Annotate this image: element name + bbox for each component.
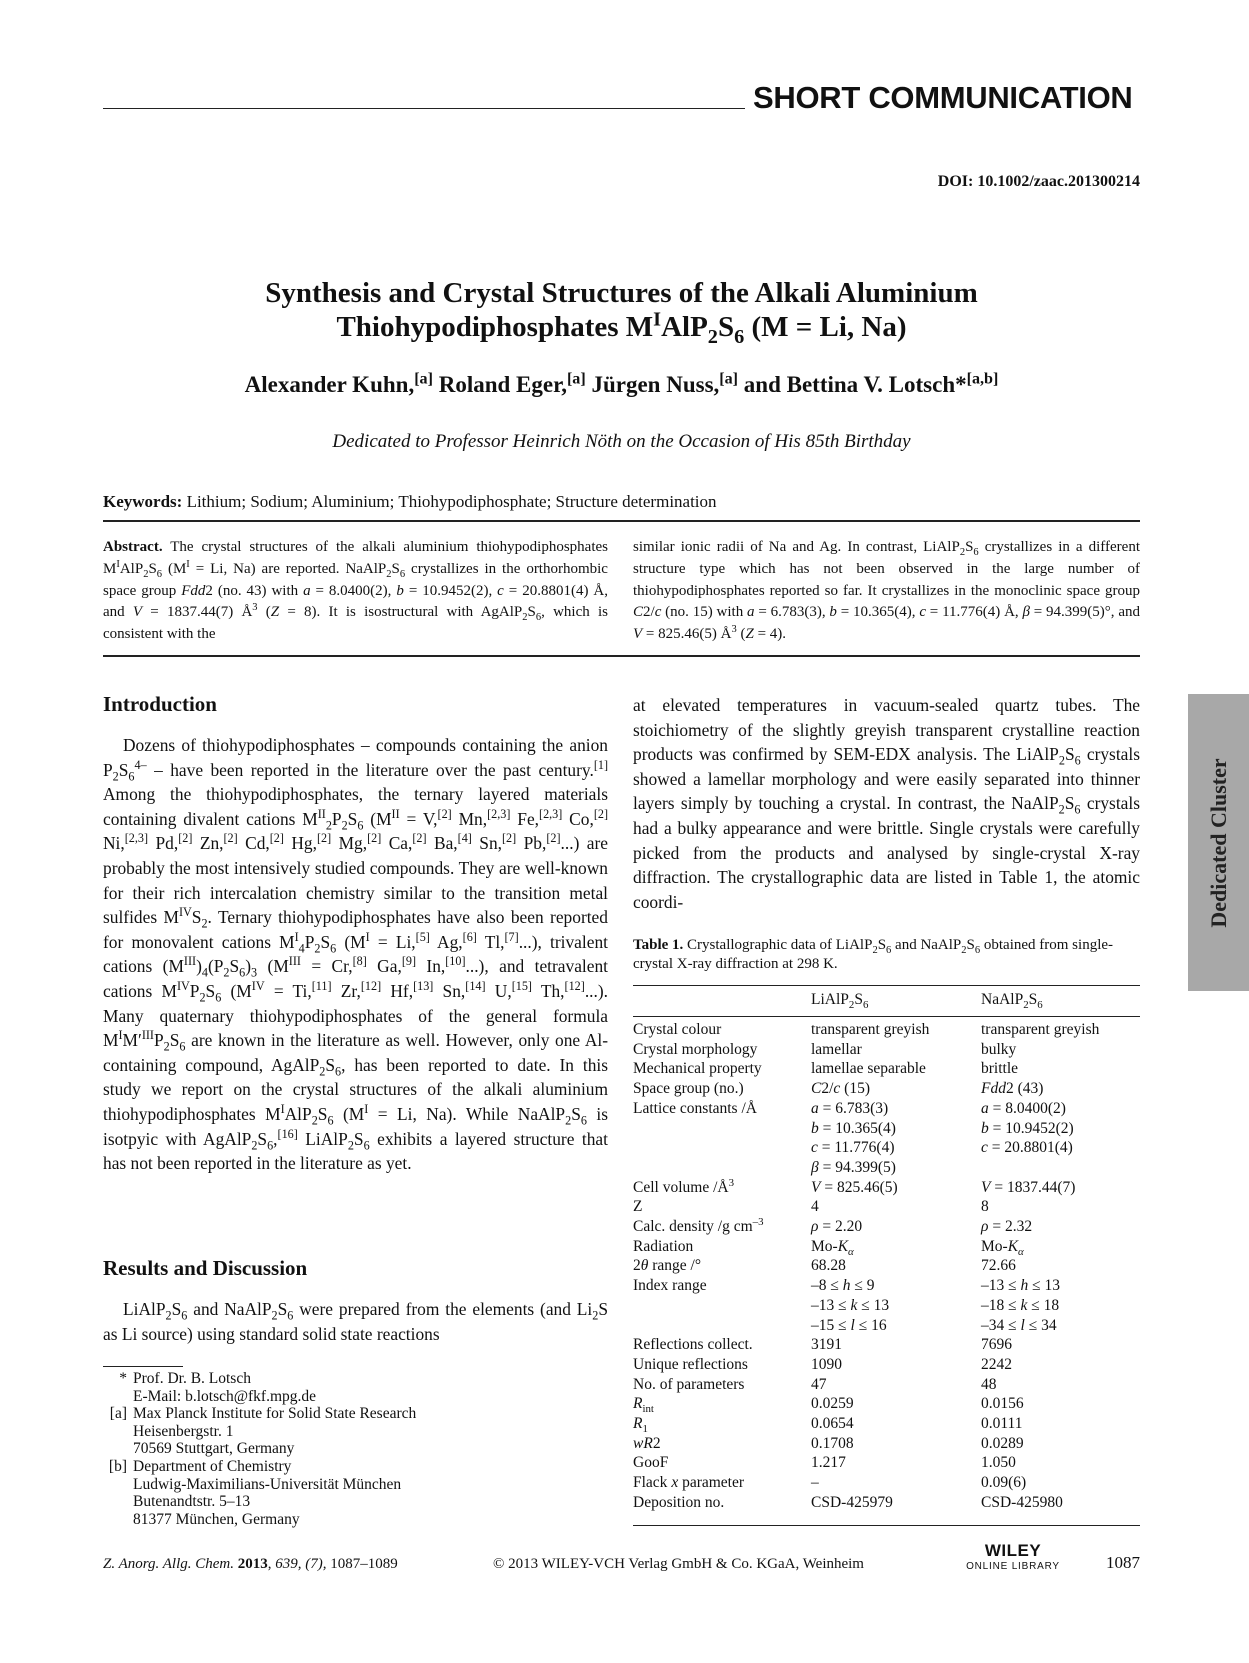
table-cell: CSD-425980 <box>981 1493 1063 1511</box>
footnote <box>103 1405 573 1458</box>
table-row <box>633 1316 1140 1336</box>
table-cell: c = 11.776(4) <box>811 1139 895 1157</box>
table-row <box>633 1178 1140 1198</box>
table-row <box>633 1217 1140 1237</box>
table-cell: 1090 <box>811 1355 842 1373</box>
table-row-label: GooF <box>633 1454 669 1472</box>
table-row <box>633 1276 1140 1296</box>
table-cell: $Mo-K_\alpha$ <box>981 1237 1024 1258</box>
table-cell: β = 94.399(5) <box>811 1158 896 1176</box>
table-row <box>633 1434 1140 1454</box>
table-row-label: $R_1$ <box>633 1415 648 1436</box>
title-line-1: Synthesis and Crystal Structures of the Alkali Aluminium <box>265 277 978 309</box>
table-row-label: Crystal colour <box>633 1021 722 1038</box>
table-row <box>633 1414 1140 1434</box>
table-cell: transparent greyish <box>981 1021 1100 1038</box>
table-cell: a = 8.0400(2) <box>981 1099 1066 1117</box>
footnote-text <box>133 1405 416 1458</box>
table-cell: 47 <box>811 1375 827 1393</box>
table-row <box>633 1256 1140 1276</box>
table-cell: 1.217 <box>811 1454 846 1472</box>
table-row-label: Flack x parameter <box>633 1474 745 1492</box>
table-cell: brittle <box>981 1060 1019 1078</box>
table-cell: b = 10.365(4) <box>811 1119 896 1137</box>
table-cell: bulky <box>981 1040 1017 1058</box>
table-row <box>633 1079 1140 1099</box>
table-cell: –15 ≤ l ≤ 16 <box>811 1316 887 1334</box>
table-row <box>633 1237 1140 1257</box>
table-row-label <box>633 1138 811 1158</box>
table-row-label: No. of parameters <box>633 1375 745 1393</box>
table-cell: c = 20.8801(4) <box>981 1139 1073 1157</box>
table-row-label: Cell volume $/Å^3$ <box>633 1176 734 1196</box>
abstract-right-column: similar ionic radii of Na and Ag. In contrast, $LiAlP_2S_6$ crystallizes in a different structure type which has not been observed in the large number of thiohypodiphosphates reported so far. It crystallizes in the monoclinic space group C2/c (no. 15) with a = 6.783(3), b = 10.365(4), c = 11.776(4) Å, β = 94.399(5)°, and V = 825.46(5) $Å^3$ (Z = 4). <box>633 539 1140 643</box>
table-row-label: Radiation <box>633 1237 694 1255</box>
dedicated-cluster-label: Dedicated Cluster <box>1205 757 1231 928</box>
table-row <box>633 1040 1140 1060</box>
footnote-line: Department of Chemistry <box>133 1457 292 1475</box>
article-title <box>103 276 1140 348</box>
footnote-rule <box>103 1366 183 1367</box>
table-cell: – <box>811 1474 819 1492</box>
table-row <box>633 1473 1140 1493</box>
footnote-line: E-Mail: b.lotsch@fkf.mpg.de <box>133 1387 317 1405</box>
table-cell: 48 <box>981 1375 997 1393</box>
table-row-label <box>633 1119 811 1139</box>
footnote-mark: [a] <box>109 1405 127 1423</box>
table-cell: –13 ≤ h ≤ 13 <box>981 1277 1061 1295</box>
table-cell: –34 ≤ l ≤ 34 <box>981 1316 1057 1334</box>
table-cell: Fdd2 (43) <box>981 1080 1044 1098</box>
table-row-label: $R_{int}$ <box>633 1395 654 1416</box>
table-row <box>633 1355 1140 1375</box>
keywords-label: Keywords: <box>103 492 183 511</box>
dedicated-cluster-tab <box>1188 694 1249 991</box>
wiley-logo-text: WILEY <box>984 1541 1042 1560</box>
table-row <box>633 1119 1140 1139</box>
table-cell: 0.0289 <box>981 1434 1024 1452</box>
abstract-top-rule <box>103 520 1140 522</box>
table-cell: 4 <box>811 1198 819 1216</box>
keywords <box>103 492 717 512</box>
table-row <box>633 1296 1140 1316</box>
table-cell: 0.1708 <box>811 1434 854 1452</box>
results-continued-text <box>633 693 1140 914</box>
table-cell: 1.050 <box>981 1454 1016 1472</box>
table-row <box>633 1394 1140 1414</box>
table-row-label: wR2 <box>633 1434 661 1452</box>
results-paragraph: $LiAlP_2S_6$ and $NaAlP_2S_6$ were prepared from the elements (and $Li_2S$ as Li source) using standard solid state reactions <box>103 1299 608 1344</box>
footnote-line: Ludwig-Maximilians-Universität München <box>133 1475 402 1493</box>
table-row-label <box>633 1316 811 1336</box>
table-row-label: Reflections collect. <box>633 1336 753 1354</box>
footnote-line: 70569 Stuttgart, Germany <box>133 1440 295 1458</box>
table-cell: ρ = 2.32 <box>981 1218 1033 1236</box>
table-cell: –18 ≤ k ≤ 18 <box>981 1296 1060 1314</box>
wiley-logo-subtext: ONLINE LIBRARY <box>966 1561 1060 1572</box>
footnotes <box>103 1370 573 1528</box>
table-cell <box>981 1158 1140 1178</box>
section-label: SHORT COMMUNICATION <box>753 80 1133 115</box>
table-row-label: Index range <box>633 1277 707 1295</box>
authors: Alexander Kuhn,[a] Roland Eger,[a] Jürgen Nuss,[a] and Bettina V. Lotsch*[a,b] <box>244 370 999 397</box>
table-cell: C2/c (15) <box>811 1080 870 1098</box>
header-rule <box>103 108 745 109</box>
table-header-rule <box>633 1016 1140 1017</box>
table-top-rule <box>633 985 1140 986</box>
table-caption-label: Table 1. <box>633 937 684 953</box>
table-row <box>633 1453 1140 1473</box>
abstract-left-column: Abstract. The crystal structures of the alkali aluminium thiohypodiphosphates $M^IAlP_2S_6$ ($M^I = Li$, Na) are reported. $NaAlP_2S_6$ crystallizes in the orthorhombic space group Fdd2 (no. 43) with a = 8.0400(2), b = 10.9452(2), c = 20.8801(4) Å, and V = 1837.44(7) $Å^3$ (Z = 8). It is isostructural with $AgAlP_2S_6$, which is consistent with the <box>103 539 608 643</box>
table-cell: transparent greyish <box>811 1021 930 1038</box>
table-cell: 7696 <box>981 1336 1012 1354</box>
table-caption-text: Crystallographic data of $LiAlP_2S_6$ and $NaAlP_2S_6$ obtained from single-crystal X-ray diffraction at 298 K. <box>633 937 1114 972</box>
table-cell: 0.09(6) <box>981 1474 1027 1492</box>
abstract-bottom-rule <box>103 655 1140 657</box>
footnote-line: Prof. Dr. B. Lotsch <box>133 1370 251 1387</box>
footnote-mark: [b] <box>108 1457 127 1475</box>
table-body <box>633 1020 1140 1513</box>
table-cell: 0.0259 <box>811 1395 854 1413</box>
journal-citation: Z. Anorg. Allg. Chem. 2013, 639, (7), 1087–1089 <box>103 1556 398 1572</box>
table-cell: $Mo-K_\alpha$ <box>811 1237 854 1258</box>
title-line-2: Thiohypodiphosphates $M^IAlP_2S_6$ (M = Li, Na) <box>336 308 907 348</box>
table-row-label: Deposition no. <box>633 1493 725 1511</box>
footnote-mark: * <box>119 1370 127 1387</box>
table-cell: 0.0111 <box>981 1415 1023 1433</box>
footnote-line: Heisenbergstr. 1 <box>133 1422 234 1440</box>
table-cell: V = 825.46(5) <box>811 1178 898 1196</box>
table-row-label: Z <box>633 1198 643 1216</box>
table-header-na: $NaAlP_2S_6$ <box>981 991 1043 1012</box>
table-cell: V = 1837.44(7) <box>981 1178 1076 1196</box>
footnote-line: 81377 München, Germany <box>133 1510 300 1528</box>
table-row-label: 2θ range /° <box>633 1257 702 1275</box>
table-row <box>633 1197 1140 1217</box>
introduction-heading: Introduction <box>103 692 217 716</box>
table-row <box>633 1059 1140 1079</box>
table-cell: ρ = 2.20 <box>811 1218 863 1236</box>
footnote-line: Butenandtstr. 5–13 <box>133 1493 251 1511</box>
wiley-online-library-logo <box>958 1541 1068 1577</box>
table-cell: b = 10.9452(2) <box>981 1119 1074 1137</box>
table-cell: lamellar <box>811 1040 862 1058</box>
table-caption <box>633 936 1140 973</box>
table-cell: –8 ≤ h ≤ 9 <box>811 1277 875 1295</box>
keywords-list: Lithium; Sodium; Aluminium; Thiohypodiphosphate; Structure determination <box>186 492 717 511</box>
table-row <box>633 1493 1140 1513</box>
table-cell: 68.28 <box>811 1257 846 1275</box>
table-row <box>633 1375 1140 1395</box>
results-heading: Results and Discussion <box>103 1256 308 1280</box>
footnote <box>103 1458 573 1528</box>
footnote-text <box>133 1458 401 1528</box>
introduction-text <box>103 733 608 1176</box>
table-row-label: Calc. density /g $cm^{-3}$ <box>633 1215 764 1236</box>
doi: DOI: 10.1002/zaac.201300214 <box>937 173 1140 190</box>
table-cell: lamellae separable <box>811 1060 926 1078</box>
table-cell: –13 ≤ k ≤ 13 <box>811 1296 890 1314</box>
table-row-label: Space group (no.) <box>633 1080 744 1098</box>
table-bottom-rule <box>633 1525 1140 1526</box>
table-row-label <box>633 1158 811 1178</box>
table-row <box>633 1335 1140 1355</box>
table-cell: 2242 <box>981 1355 1012 1373</box>
table-row <box>633 1158 1140 1178</box>
table-row-label: Crystal morphology <box>633 1040 758 1058</box>
table-row <box>633 1099 1140 1119</box>
introduction-paragraph: Dozens of thiohypodiphosphates – compounds containing the anion $P_2S_6^{4-}$ – have been reported in the literature over the past century.[1] Among the thiohypodiphosphates, the ternary layered materials containing divalent cations $M^{II}_2P_2S_6$ ($M^{II} = V,[2]$ Mn,[2,3] Fe,[2,3] Co,[2] Ni,[2,3] Pd,[2] Zn,[2] Cd,[2] Hg,[2] Mg,[2] Ca,[2] Ba,[4] Sn,[2] Pb,[2]...) are probably the most intensively studied compounds. They are well-known for their rich intercalation chemistry similar to the transition metal sulfides $M^{IV}S_2$. Ternary thiohypodiphosphates have also been reported for monovalent cations $M^I_4P_2S_6$ ($M^I = Li,[5]$ Ag,[6] Tl,[7]...), trivalent cations $(M^{III})_4(P_2S_6)_3$ ($M^{III} = Cr,[8]$ Ga,[9] In,[10]...), and tetravalent cations $M^{IV}P_2S_6$ ($M^{IV} = Ti,[11]$ Zr,[12] Hf,[13] Sn,[14] U,[15] Th,[12]...). Many quaternary thiohypodiphosphates of the general formula $M^IM'^{III}P_2S_6$ are known in the literature as well. However, only one Al-containing compound, $AgAlP_2S_6$, has been reported to date. In this study we report on the crystal structures of the alkali aluminium thiohypodiphosphates $M^IAlP_2S_6$ ($M^I = Li$, Na). While $NaAlP_2S_6$ is isotpyic with $AgAlP_2S_6,[16]$ $LiAlP_2S_6$ exhibits a layered structure that has not been reported in the literature as yet. <box>103 735 609 1174</box>
table-cell: a = 6.783(3) <box>811 1099 889 1117</box>
table-cell: 0.0654 <box>811 1415 854 1433</box>
table-cell: 3191 <box>811 1336 842 1354</box>
results-text <box>103 1297 608 1346</box>
page-number: 1087 <box>1106 1553 1140 1572</box>
table-row-label: Unique reflections <box>633 1355 748 1373</box>
table-row-label: Lattice constants /Å <box>633 1099 757 1117</box>
footnote-line: Max Planck Institute for Solid State Research <box>133 1405 417 1423</box>
table-cell: 0.0156 <box>981 1395 1024 1413</box>
footnote-text <box>133 1370 316 1405</box>
table-row <box>633 1020 1140 1040</box>
dedication: Dedicated to Professor Heinrich Nöth on the Occasion of His 85th Birthday <box>332 431 911 452</box>
footnote <box>103 1370 573 1405</box>
table-row-label: Mechanical property <box>633 1060 762 1078</box>
copyright: © 2013 WILEY-VCH Verlag GmbH & Co. KGaA, Weinheim <box>493 1556 864 1572</box>
table-row <box>633 1138 1140 1158</box>
table-row-label <box>633 1296 811 1316</box>
table-cell: CSD-425979 <box>811 1493 893 1511</box>
table-header-li: $LiAlP_2S_6$ <box>811 991 869 1012</box>
table-cell: 72.66 <box>981 1257 1016 1275</box>
results-continued-paragraph: at elevated temperatures in vacuum-sealed quartz tubes. The stoichiometry of the slightly greyish transparent crystalline reaction products was confirmed by SEM-EDX analysis. The $LiAlP_2S_6$ crystals showed a lamellar morphology and were easily separated into thinner layers simply by touching a crystal. In contrast, the $NaAlP_2S_6$ crystals had a bulky appearance and were brittle. Single crystals were carefully picked from the products and analysed by single-crystal X-ray diffraction. The crystallographic data are listed in Table 1, the atomic coordi- <box>633 695 1140 912</box>
table-cell: 8 <box>981 1198 989 1216</box>
